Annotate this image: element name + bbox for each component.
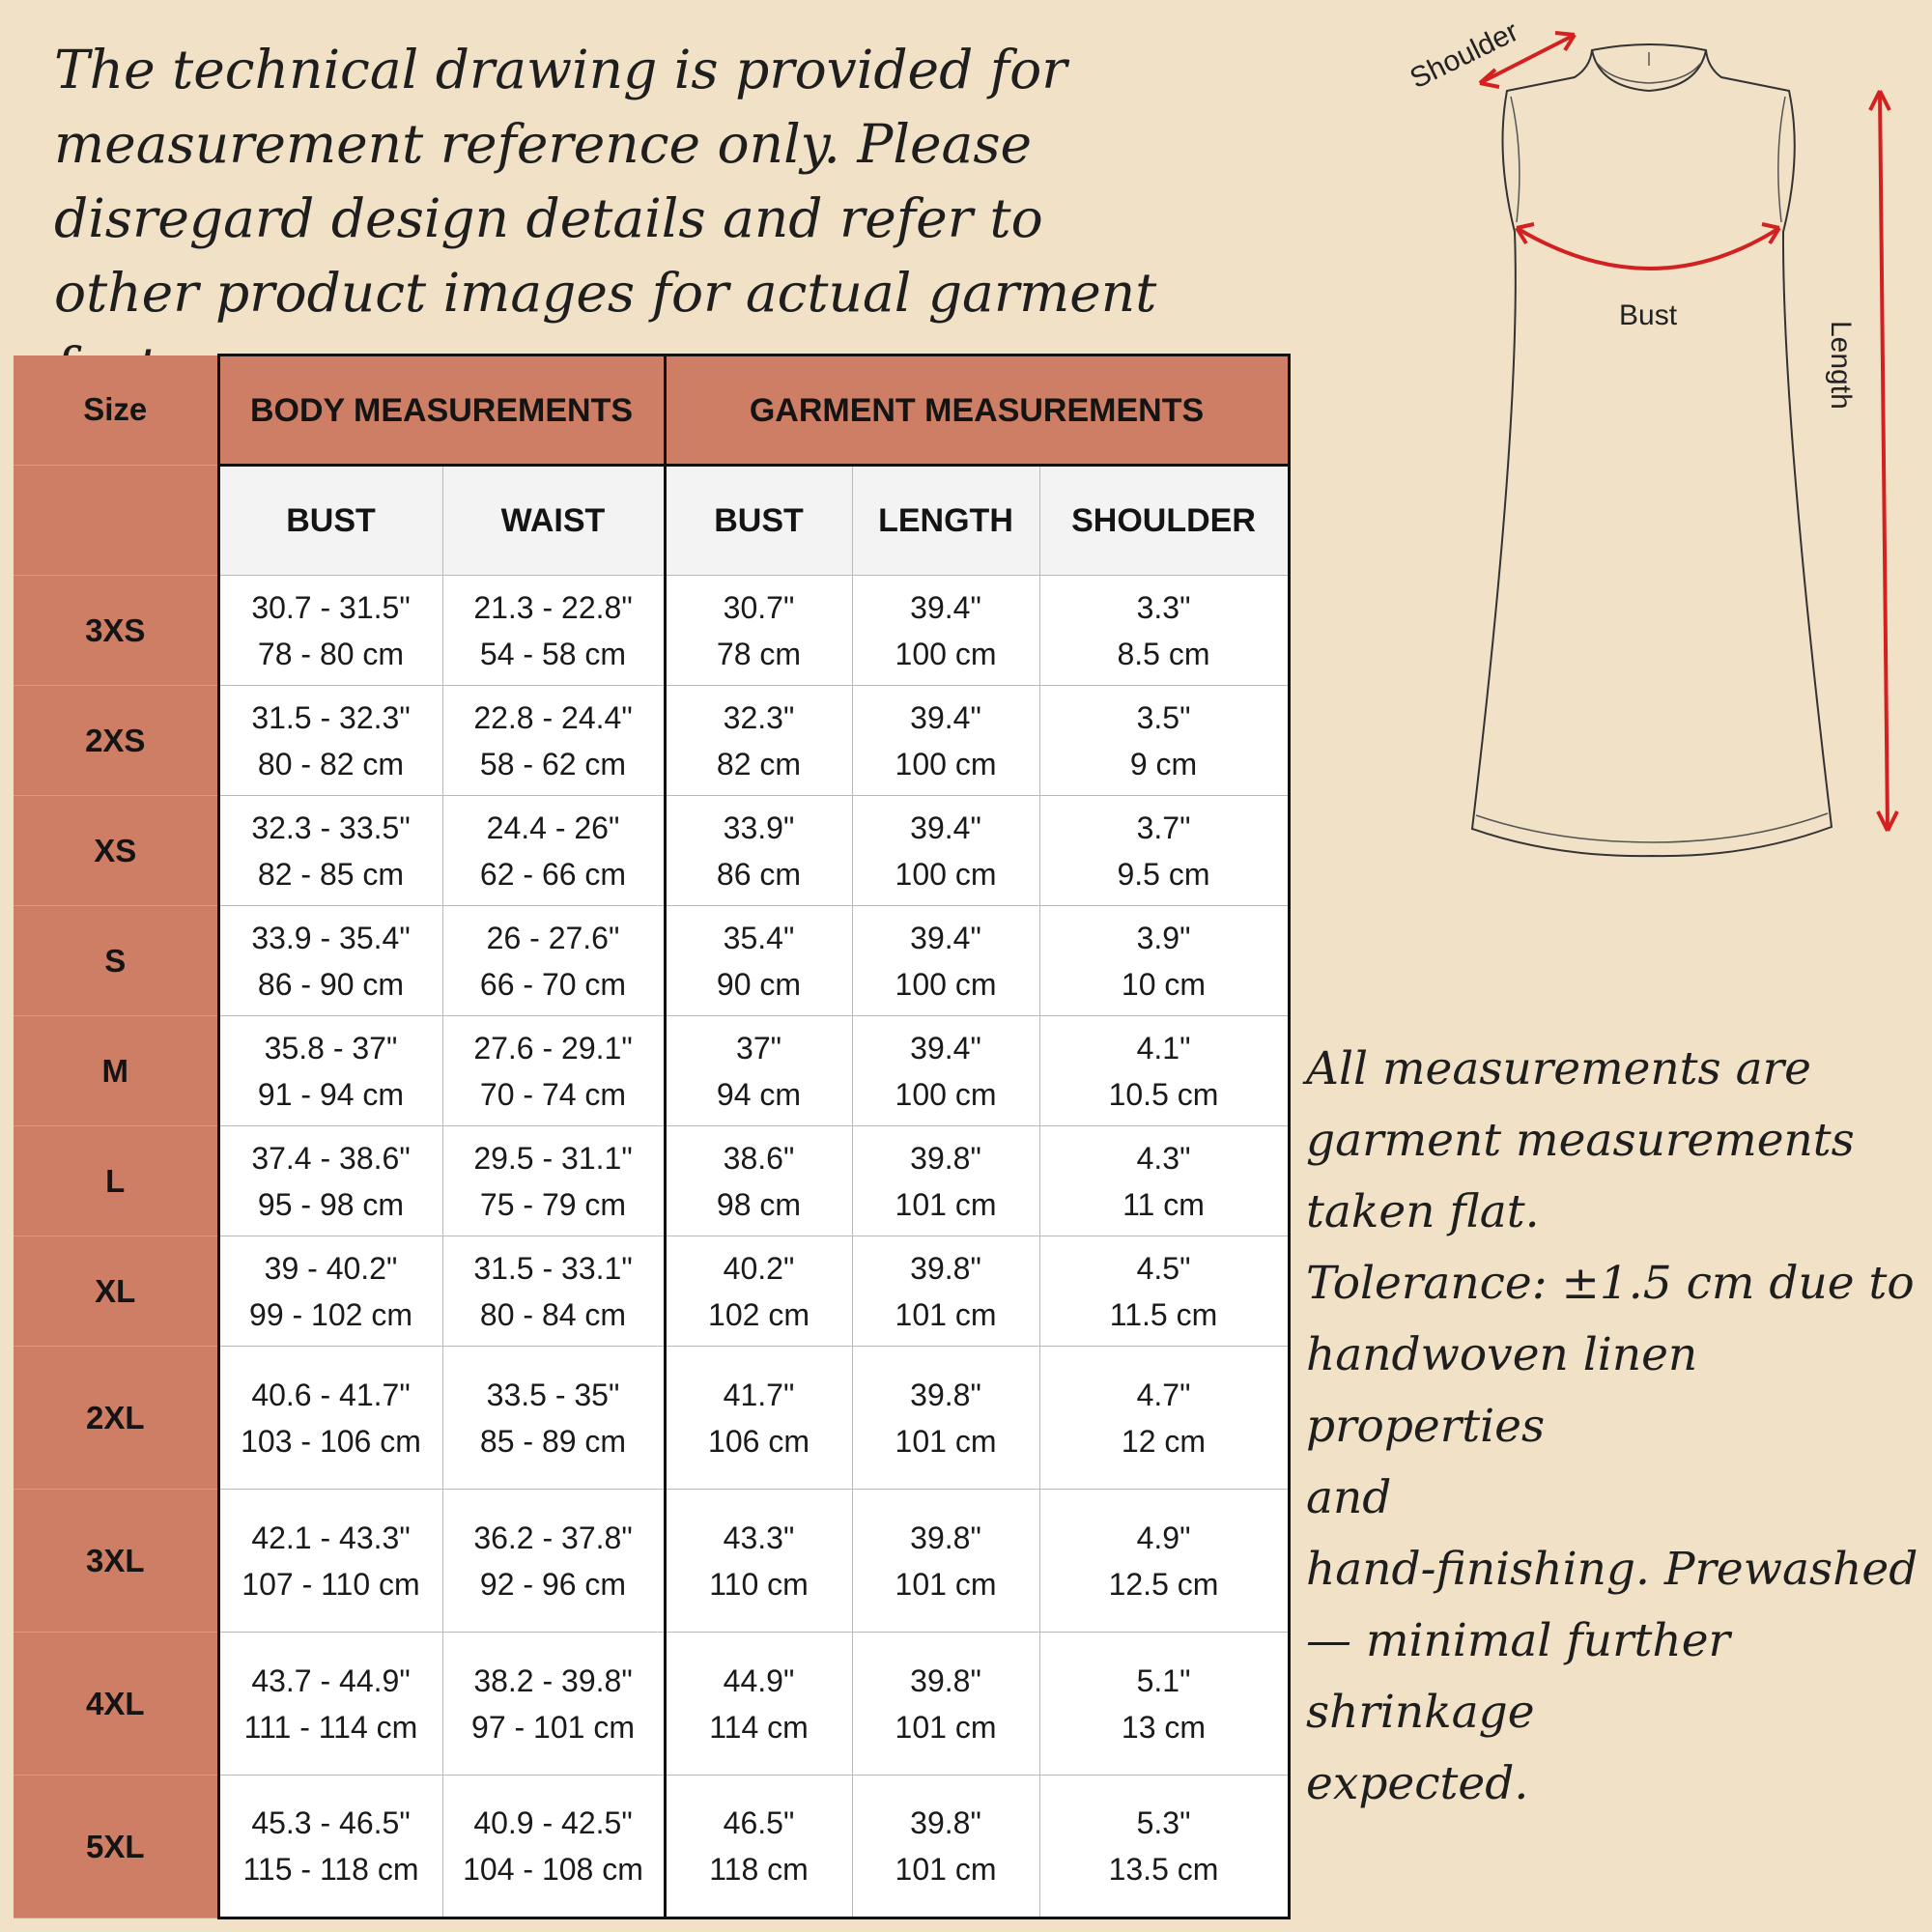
measurement-cell	[852, 1236, 1039, 1347]
measurement-cell	[665, 1016, 852, 1126]
inch-value: 39.4"	[910, 699, 981, 735]
cm-value: 85 - 89 cm	[479, 1423, 627, 1459]
inch-value: 21.3 - 22.8"	[473, 589, 633, 625]
size-label: 3XL	[14, 1490, 218, 1633]
inch-value: 40.6 - 41.7"	[251, 1377, 411, 1412]
table-row	[14, 1347, 1289, 1490]
inch-value: 36.2 - 37.8"	[473, 1520, 633, 1555]
measurement-cell	[218, 1776, 442, 1918]
inch-value: 39.8"	[910, 1250, 981, 1286]
cm-value: 101 cm	[895, 1566, 997, 1602]
inch-value: 35.4"	[723, 920, 795, 955]
inch-value: 4.5"	[1136, 1250, 1191, 1286]
inch-value: 39.8"	[910, 1140, 981, 1176]
table-row	[14, 1126, 1289, 1236]
cm-value: 9.5 cm	[1117, 856, 1210, 892]
size-label: 3XS	[14, 576, 218, 686]
cm-value: 10 cm	[1121, 966, 1207, 1002]
size-label: 2XS	[14, 686, 218, 796]
note-line: taken flat.	[1306, 1185, 1540, 1238]
measurement-cell	[665, 1776, 852, 1918]
cm-value: 107 - 110 cm	[242, 1566, 420, 1602]
measurement-cell	[442, 686, 665, 796]
measurement-cell	[442, 576, 665, 686]
inch-value: 40.2"	[723, 1250, 795, 1286]
cm-value: 13 cm	[1121, 1709, 1207, 1745]
inch-value: 40.9 - 42.5"	[473, 1805, 633, 1840]
column-header: BUST	[665, 466, 852, 576]
measurement-cell	[852, 906, 1039, 1016]
measurement-cell	[665, 576, 852, 686]
inch-value: 37"	[736, 1030, 781, 1065]
inch-value: 39.4"	[910, 810, 981, 845]
inch-value: 33.9"	[723, 810, 795, 845]
measurement-cell	[218, 1347, 442, 1490]
measurement-cell	[1039, 796, 1289, 906]
cm-value: 58 - 62 cm	[479, 746, 627, 781]
inch-value: 3.5"	[1136, 699, 1191, 735]
cm-value: 86 - 90 cm	[257, 966, 405, 1002]
inch-value: 38.6"	[723, 1140, 795, 1176]
note-line: expected.	[1306, 1757, 1529, 1810]
length-arrow	[1880, 91, 1888, 831]
inch-value: 39.8"	[910, 1662, 981, 1698]
cm-value: 115 - 118 cm	[242, 1852, 419, 1887]
intro-text: The technical drawing is provided for measurement reference only. Please disregard design details and refer to other product images for actual garment	[54, 39, 1157, 324]
cm-value: 10.5 cm	[1108, 1076, 1219, 1112]
inch-value: 41.7"	[723, 1377, 795, 1412]
measurement-cell	[665, 1236, 852, 1347]
measurement-cell	[852, 1490, 1039, 1633]
measurement-cell	[218, 576, 442, 686]
cm-value: 100 cm	[895, 746, 997, 781]
cm-value: 111 - 114 cm	[243, 1709, 418, 1745]
inch-value: 33.5 - 35"	[486, 1377, 620, 1412]
inch-value: 29.5 - 31.1"	[473, 1140, 633, 1176]
note-line: All measurements are	[1306, 1042, 1811, 1095]
inch-value: 46.5"	[723, 1805, 795, 1840]
inch-value: 38.2 - 39.8"	[473, 1662, 633, 1698]
inch-value: 30.7"	[723, 589, 795, 625]
inch-value: 24.4 - 26"	[486, 810, 620, 845]
cm-value: 11 cm	[1122, 1186, 1205, 1222]
inch-value: 39 - 40.2"	[264, 1250, 398, 1286]
size-label: 5XL	[14, 1776, 218, 1918]
measurement-cell	[218, 906, 442, 1016]
shoulder-label: Shoulder	[1405, 14, 1524, 96]
measurement-cell	[1039, 1016, 1289, 1126]
column-header: SHOULDER	[1039, 466, 1289, 576]
cm-value: 101 cm	[895, 1186, 997, 1222]
note-line: handwoven linen properties	[1306, 1328, 1698, 1453]
measurement-cell	[665, 1490, 852, 1633]
table-row	[14, 1633, 1289, 1776]
inch-value: 3.3"	[1136, 589, 1191, 625]
inch-value: 31.5 - 33.1"	[473, 1250, 633, 1286]
inch-value: 27.6 - 29.1"	[473, 1030, 633, 1065]
cm-value: 12.5 cm	[1108, 1566, 1219, 1602]
measurement-cell	[1039, 1126, 1289, 1236]
measurement-cell	[665, 796, 852, 906]
cm-value: 66 - 70 cm	[479, 966, 627, 1002]
cm-value: 100 cm	[895, 636, 997, 671]
measurement-cell	[852, 1633, 1039, 1776]
inch-value: 39.4"	[910, 589, 981, 625]
inch-value: 43.3"	[723, 1520, 795, 1555]
measurement-cell	[442, 796, 665, 906]
measurement-cell	[852, 1126, 1039, 1236]
note-line: and	[1306, 1471, 1392, 1524]
table-row	[14, 1490, 1289, 1633]
cm-value: 92 - 96 cm	[479, 1566, 627, 1602]
size-chart-table	[14, 354, 1291, 1919]
cm-value: 9 cm	[1129, 746, 1198, 781]
size-label: L	[14, 1126, 218, 1236]
cm-value: 82 cm	[716, 746, 802, 781]
inch-value: 22.8 - 24.4"	[473, 699, 633, 735]
measurement-cell	[1039, 1236, 1289, 1347]
size-label: S	[14, 906, 218, 1016]
cm-value: 102 cm	[708, 1296, 810, 1332]
measurement-cell	[665, 1633, 852, 1776]
table-row	[14, 796, 1289, 906]
measurement-cell	[218, 1236, 442, 1347]
cm-value: 86 cm	[716, 856, 802, 892]
cm-value: 98 cm	[716, 1186, 802, 1222]
measurement-cell	[1039, 1347, 1289, 1490]
inch-value: 39.8"	[910, 1805, 981, 1840]
inch-value: 3.9"	[1136, 920, 1191, 955]
note-line: Tolerance: ±1.5 cm due to	[1306, 1257, 1915, 1310]
measurement-cell	[852, 796, 1039, 906]
measurement-cell	[665, 906, 852, 1016]
cm-value: 94 cm	[716, 1076, 802, 1112]
body-measurements-header: BODY MEASUREMENTS	[218, 355, 665, 466]
table-row	[14, 1776, 1289, 1918]
size-label: M	[14, 1016, 218, 1126]
measurement-cell	[442, 1633, 665, 1776]
measurement-cell	[1039, 686, 1289, 796]
size-label: XL	[14, 1236, 218, 1347]
inch-value: 3.7"	[1136, 810, 1191, 845]
cm-value: 110 cm	[709, 1566, 809, 1602]
cm-value: 100 cm	[895, 966, 997, 1002]
cm-value: 118 cm	[709, 1852, 809, 1887]
measurement-cell	[442, 906, 665, 1016]
measurement-cell	[852, 576, 1039, 686]
cm-value: 101 cm	[895, 1709, 997, 1745]
inch-value: 35.8 - 37"	[264, 1030, 398, 1065]
measurement-cell	[665, 686, 852, 796]
inch-value: 39.8"	[910, 1377, 981, 1412]
cm-value: 114 cm	[709, 1709, 809, 1745]
length-label: Length	[1825, 321, 1857, 410]
garment-measurements-header: GARMENT MEASUREMENTS	[665, 355, 1289, 466]
inch-value: 4.3"	[1136, 1140, 1191, 1176]
measurement-cell	[442, 1776, 665, 1918]
measurement-cell	[1039, 906, 1289, 1016]
note-line: — minimal further shrinkage	[1306, 1614, 1730, 1739]
table-row	[14, 1016, 1289, 1126]
measurement-cell	[442, 1016, 665, 1126]
inch-value: 26 - 27.6"	[486, 920, 620, 955]
inch-value: 45.3 - 46.5"	[251, 1805, 411, 1840]
table-row	[14, 1236, 1289, 1347]
table-row	[14, 576, 1289, 686]
size-label: XS	[14, 796, 218, 906]
cm-value: 99 - 102 cm	[249, 1296, 412, 1332]
cm-value: 103 - 106 cm	[241, 1423, 421, 1459]
inch-value: 42.1 - 43.3"	[251, 1520, 411, 1555]
inch-value: 39.4"	[910, 1030, 981, 1065]
cm-value: 11.5 cm	[1109, 1296, 1218, 1332]
cm-value: 80 - 82 cm	[257, 746, 405, 781]
note-line: hand-finishing. Prewashed	[1306, 1543, 1918, 1596]
cm-value: 90 cm	[716, 966, 802, 1002]
cm-value: 101 cm	[895, 1296, 997, 1332]
measurement-cell	[442, 1236, 665, 1347]
measurement-cell	[1039, 1633, 1289, 1776]
cm-value: 54 - 58 cm	[479, 636, 627, 671]
measurement-cell	[218, 796, 442, 906]
armhole-left	[1511, 97, 1520, 222]
column-header: WAIST	[442, 466, 665, 576]
measurement-cell	[1039, 1490, 1289, 1633]
inch-value: 32.3 - 33.5"	[251, 810, 411, 845]
inch-value: 39.8"	[910, 1520, 981, 1555]
measurement-cell	[665, 1126, 852, 1236]
dress-technical-drawing	[1391, 10, 1913, 860]
cm-value: 8.5 cm	[1117, 636, 1210, 671]
measurement-cell	[852, 686, 1039, 796]
table-row	[14, 686, 1289, 796]
cm-value: 78 - 80 cm	[257, 636, 405, 671]
size-header: Size	[14, 355, 218, 466]
cm-value: 91 - 94 cm	[257, 1076, 405, 1112]
cm-value: 78 cm	[716, 636, 802, 671]
bust-arrow	[1517, 228, 1779, 269]
cm-value: 106 cm	[708, 1423, 810, 1459]
note-line: garment measurements	[1306, 1114, 1855, 1167]
measurement-cell	[442, 1126, 665, 1236]
measurement-cell	[852, 1347, 1039, 1490]
measurement-cell	[442, 1347, 665, 1490]
cm-value: 70 - 74 cm	[479, 1076, 627, 1112]
table-row	[14, 906, 1289, 1016]
measurement-cell	[218, 1126, 442, 1236]
inch-value: 37.4 - 38.6"	[251, 1140, 411, 1176]
dress-hem-line	[1476, 813, 1828, 842]
cm-value: 75 - 79 cm	[479, 1186, 627, 1222]
size-header-spacer	[14, 466, 218, 576]
cm-value: 101 cm	[895, 1852, 997, 1887]
measurement-cell	[218, 1633, 442, 1776]
measurement-cell	[852, 1016, 1039, 1126]
cm-value: 62 - 66 cm	[479, 856, 627, 892]
cm-value: 82 - 85 cm	[257, 856, 405, 892]
inch-value: 43.7 - 44.9"	[251, 1662, 411, 1698]
measurement-cell	[218, 1490, 442, 1633]
cm-value: 100 cm	[895, 856, 997, 892]
inch-value: 4.9"	[1136, 1520, 1191, 1555]
cm-value: 95 - 98 cm	[257, 1186, 405, 1222]
inch-value: 32.3"	[723, 699, 795, 735]
cm-value: 101 cm	[895, 1423, 997, 1459]
measurement-cell	[218, 686, 442, 796]
inch-value: 39.4"	[910, 920, 981, 955]
bust-label: Bust	[1619, 299, 1678, 331]
inch-value: 30.7 - 31.5"	[251, 589, 411, 625]
measurement-cell	[665, 1347, 852, 1490]
measurement-cell	[1039, 1776, 1289, 1918]
inch-value: 4.1"	[1136, 1030, 1191, 1065]
inch-value: 5.1"	[1136, 1662, 1191, 1698]
cm-value: 12 cm	[1121, 1423, 1207, 1459]
cm-value: 104 - 108 cm	[463, 1852, 643, 1887]
cm-value: 100 cm	[895, 1076, 997, 1112]
column-header: LENGTH	[852, 466, 1039, 576]
measurement-cell	[852, 1776, 1039, 1918]
armhole-right	[1778, 97, 1785, 222]
inch-value: 4.7"	[1136, 1377, 1191, 1412]
column-header: BUST	[218, 466, 442, 576]
cm-value: 97 - 101 cm	[471, 1709, 635, 1745]
inch-value: 33.9 - 35.4"	[251, 920, 411, 955]
cm-value: 80 - 84 cm	[479, 1296, 627, 1332]
inch-value: 44.9"	[723, 1662, 795, 1698]
measurement-note	[1306, 1034, 1924, 1820]
measurement-cell	[218, 1016, 442, 1126]
inch-value: 31.5 - 32.3"	[251, 699, 411, 735]
inch-value: 5.3"	[1136, 1805, 1191, 1840]
measurement-cell	[1039, 576, 1289, 686]
cm-value: 13.5 cm	[1108, 1852, 1219, 1887]
size-label: 4XL	[14, 1633, 218, 1776]
measurement-cell	[442, 1490, 665, 1633]
size-label: 2XL	[14, 1347, 218, 1490]
